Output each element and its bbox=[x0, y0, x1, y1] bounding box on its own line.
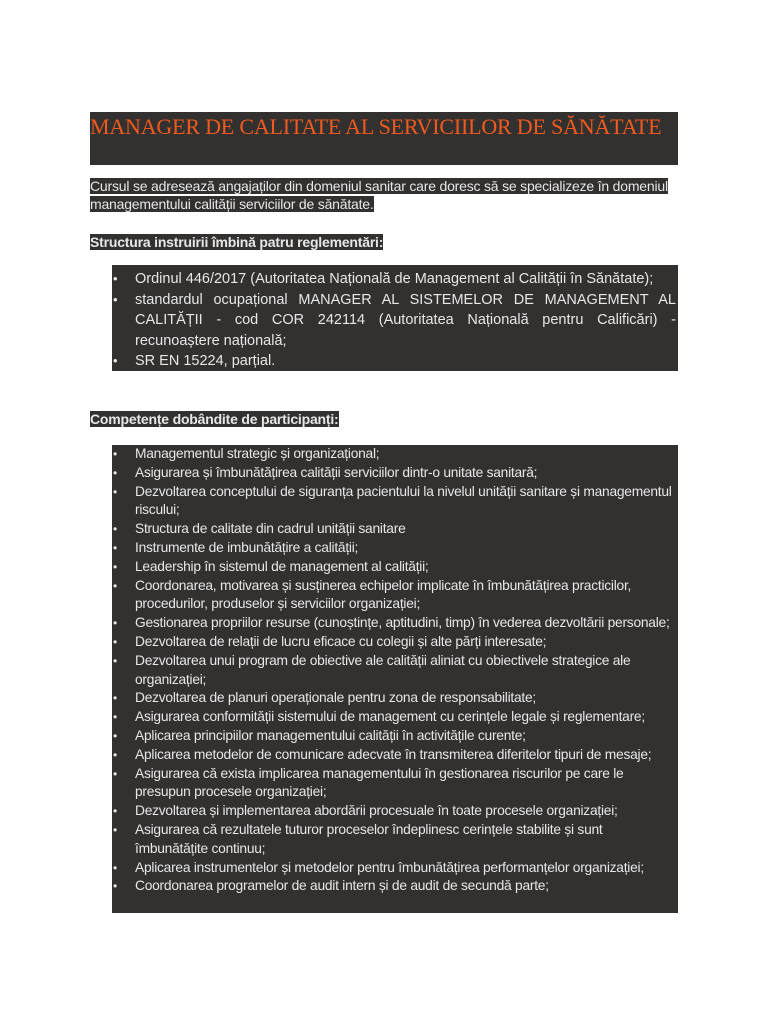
list-item: • Instrumente de imbunătățire a calității; bbox=[135, 539, 678, 558]
list-item: • Dezvoltarea unui program de obiective ale calității aliniat cu obiectivele strategice ale organizației; bbox=[135, 652, 678, 690]
competente-list bbox=[112, 445, 678, 896]
list-item: • Aplicarea metodelor de comunicare adecvate în transmiterea diferitelor tipuri de mesaje; bbox=[135, 746, 678, 765]
competente-heading-text: Competențe dobândite de participanți: bbox=[90, 411, 339, 427]
structura-list bbox=[112, 269, 676, 372]
list-item: • Coordonarea programelor de audit intern și de audit de secundă parte; bbox=[135, 877, 678, 896]
intro-text: Cursul se adresează angajaților din domeniul sanitar care doresc să se specializeze în domeniul managementului calității serviciilor de sănătate. bbox=[90, 178, 668, 212]
list-item: • Ordinul 446/2017 (Autoritatea Națională de Management al Calității în Sănătate); bbox=[135, 269, 676, 290]
list-item: • Asigurarea și îmbunătățirea calității serviciilor dintr-o unitate sanitară; bbox=[135, 464, 678, 483]
list-item: • Coordonarea, motivarea și susținerea echipelor implicate în îmbunătățirea practicilor, procedurilor, produselor și serviciilor organizației; bbox=[135, 577, 678, 615]
section-heading-structura bbox=[90, 233, 383, 251]
list-item: • Dezvoltarea de planuri operaționale pentru zona de responsabilitate; bbox=[135, 689, 678, 708]
page-title: MANAGER DE CALITATE AL SERVICIILOR DE SĂNĂTATE bbox=[90, 114, 662, 139]
section-heading-competente bbox=[90, 410, 339, 428]
list-item: • Dezvoltarea conceptului de siguranța pacientului la nivelul unității sanitare și managementul riscului; bbox=[135, 483, 678, 521]
list-item: • Managementul strategic și organizațional; bbox=[135, 445, 678, 464]
competente-list-box bbox=[112, 445, 678, 913]
list-item: • Structura de calitate din cadrul unității sanitare bbox=[135, 520, 678, 539]
list-item: • Dezvoltarea și implementarea abordării procesuale în toate procesele organizației; bbox=[135, 802, 678, 821]
structura-list-box bbox=[112, 265, 678, 371]
list-item: • Gestionarea propriilor resurse (cunoștințe, aptitudini, timp) în vederea dezvoltării personale; bbox=[135, 614, 678, 633]
structura-heading-text: Structura instruirii îmbină patru reglementări: bbox=[90, 234, 384, 250]
list-item: • standardul ocupațional MANAGER AL SISTEMELOR DE MANAGEMENT AL CALITĂȚII - cod COR 242114 (Autoritatea Națională pentru Calificări) - recunoaștere națională; bbox=[135, 290, 676, 352]
intro-paragraph bbox=[90, 177, 680, 213]
list-item: • Aplicarea principiilor managementului calității în activitățile curente; bbox=[135, 727, 678, 746]
list-item: • SR EN 15224, parțial. bbox=[135, 351, 676, 372]
list-item: • Leadership în sistemul de management al calității; bbox=[135, 558, 678, 577]
list-item: • Aplicarea instrumentelor și metodelor pentru îmbunătățirea performanțelor organizației; bbox=[135, 859, 678, 878]
list-item: • Dezvoltarea de relații de lucru eficace cu colegii și alte părți interesate; bbox=[135, 633, 678, 652]
list-item: • Asigurarea că rezultatele tuturor proceselor îndeplinesc cerințele stabilite și sunt îmbunătățite continuu; bbox=[135, 821, 678, 859]
title-block bbox=[90, 112, 678, 165]
list-item: • Asigurarea că exista implicarea managementului în gestionarea riscurilor pe care le presupun procesele organizației; bbox=[135, 765, 678, 803]
list-item: • Asigurarea conformității sistemului de management cu cerințele legale și reglementare; bbox=[135, 708, 678, 727]
